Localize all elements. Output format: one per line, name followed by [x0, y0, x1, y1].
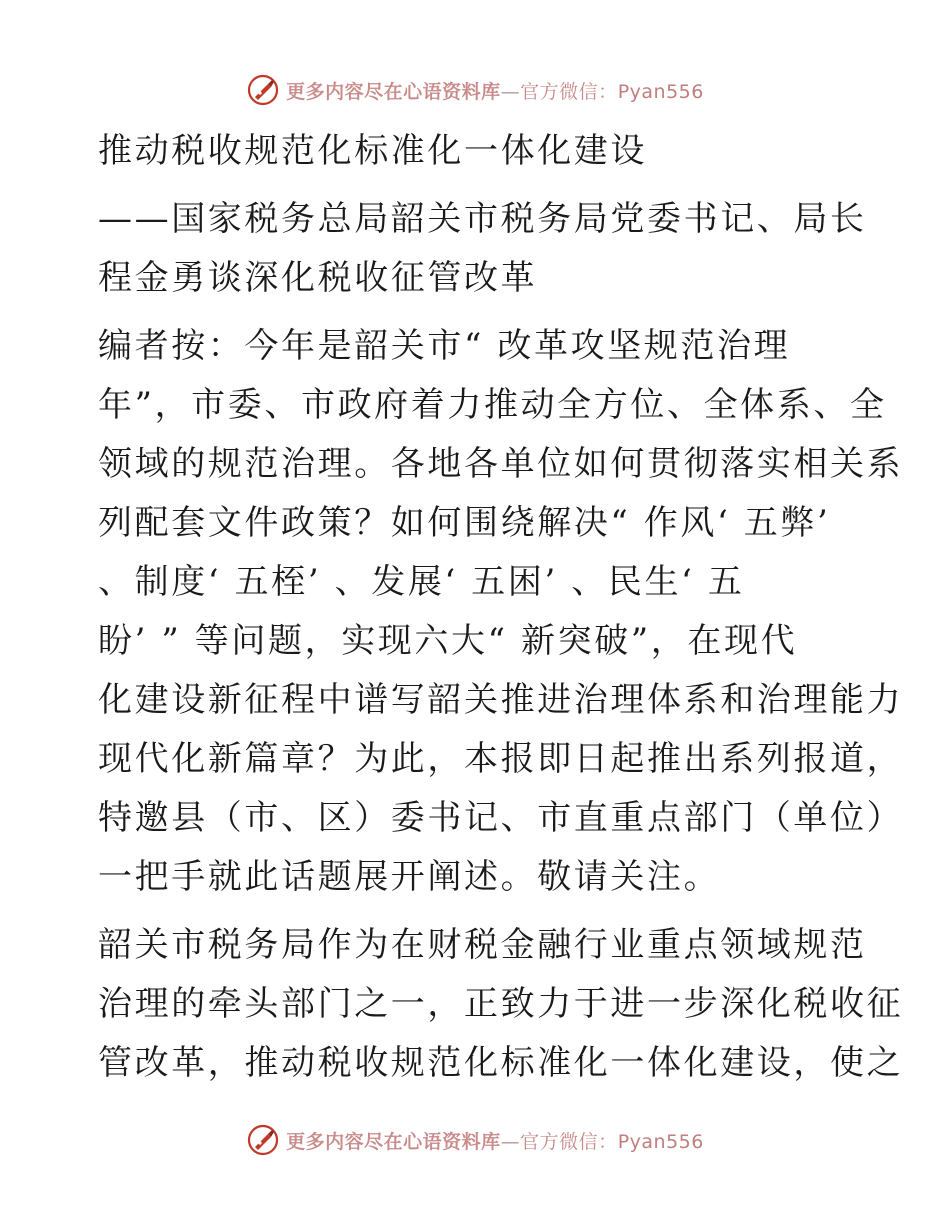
watermark-text: 更多内容尽在心语资料库—官方微信：Pyan556	[286, 1130, 704, 1153]
watermark-footer	[0, 1120, 950, 1160]
editor-note-line: 盼’ ” 等问题，实现六大“ 新突破”，在现代	[98, 621, 798, 661]
editor-note-line: 列配套文件政策？如何围绕解决“ 作风‘ 五弊’	[98, 503, 831, 543]
editor-note-line: 化建设新征程中谱写韶关推进治理体系和治理能力	[98, 680, 904, 720]
fountain-pen-logo-icon	[246, 73, 280, 107]
fountain-pen-logo-icon	[246, 1123, 280, 1157]
subtitle-line: 程金勇谈深化税收征管改革	[98, 258, 538, 298]
body-paragraph-line: 韶关市税务局作为在财税金融行业重点领域规范	[98, 925, 867, 965]
document-title: 推动税收规范化标准化一体化建设	[98, 131, 647, 171]
editor-note-line: 年”，市委、市政府着力推动全方位、全体系、全	[98, 385, 887, 425]
editor-note-line: 特邀县（市、区）委书记、市直重点部门（单位）	[98, 798, 904, 838]
watermark-header	[0, 70, 950, 110]
body-paragraph-line: 管改革，推动税收规范化标准化一体化建设，使之	[98, 1043, 904, 1083]
watermark-text: 更多内容尽在心语资料库—官方微信：Pyan556	[286, 80, 704, 103]
editor-note-line: 一把手就此话题展开阐述。敬请关注。	[98, 857, 721, 897]
editor-note-line: 领域的规范治理。各地各单位如何贯彻落实相关系	[98, 444, 904, 484]
editor-note-line: 、制度‘ 五桎’ 、发展‘ 五困’ 、民生‘ 五	[98, 562, 745, 602]
document-body	[98, 122, 904, 1093]
body-paragraph-line: 治理的牵头部门之一，正致力于进一步深化税收征	[98, 984, 904, 1024]
editor-note-line: 现代化新篇章？为此，本报即日起推出系列报道，	[98, 739, 904, 779]
subtitle-line: ——国家税务总局韶关市税务局党委书记、局长	[98, 199, 867, 239]
editor-note-line: 编者按：今年是韶关市“ 改革攻坚规范治理	[98, 326, 791, 366]
